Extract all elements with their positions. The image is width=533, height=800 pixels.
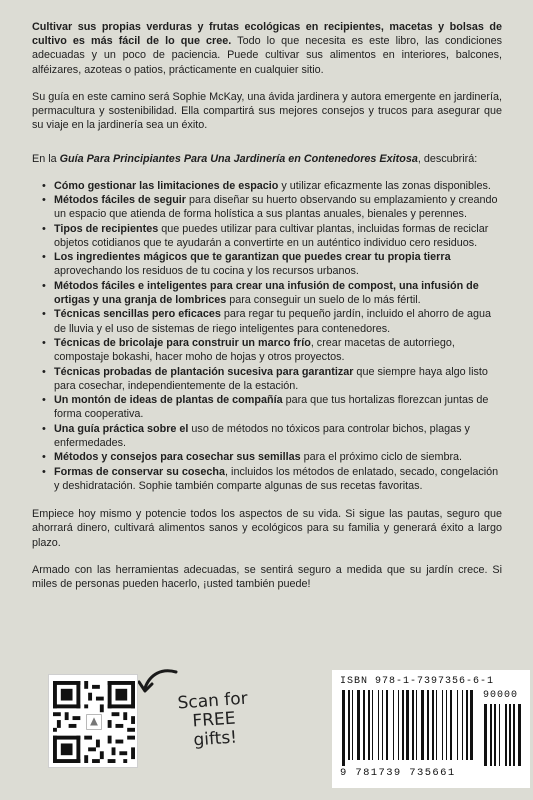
barcode-bar xyxy=(436,690,437,760)
list-item-bold: Un montón de ideas de plantas de compañía xyxy=(54,394,283,407)
barcode-bar xyxy=(509,704,511,766)
intro-bold: Cultivar sus propias verduras y frutas ecológicas en recipientes, macetas y bolsas de cultivo es más fácil de lo que cree. xyxy=(32,21,502,48)
list-item-text: , incluidos los métodos de enlatado, secado, congelación y deshidratación. Sophie también comparte algunas de sus recetas favoritas. xyxy=(54,465,499,492)
list-item-bold: Técnicas de bricolaje para construir un marco frío xyxy=(54,336,311,349)
closing-paragraph-1: Empiece hoy mismo y potencie todos los aspectos de su vida. Si sigue las pautas, seguro que ahorrará dinero, cultivará alimentos sanos y ecológicos para su familia y generará éxito a largo plazo. xyxy=(32,508,502,549)
barcode-bar xyxy=(484,704,487,766)
barcode-bar xyxy=(518,704,521,766)
intro-rest: Todo lo que necesita es este libro, las condiciones adecuadas y un poco de paciencia. Puede cultivar sus alimentos en interiores, balcones, alféizares, azoteas o patios, prácticamente en cualquier sitio. xyxy=(32,35,502,76)
barcode-bar xyxy=(470,690,473,760)
list-item-bold: Métodos fáciles e inteligentes para crear una infusión de compost, una infusión de ortigas y una granja de lombrices xyxy=(54,279,479,306)
list-item xyxy=(40,250,502,278)
guide-intro-after: , descubrirá: xyxy=(417,153,478,166)
barcode-bar xyxy=(450,690,452,760)
list-item-bold: Métodos y consejos para cosechar sus semillas xyxy=(54,451,301,464)
barcode-bar xyxy=(462,690,463,760)
barcode-bar xyxy=(342,690,345,766)
qr-code-icon xyxy=(53,681,135,763)
guide-intro xyxy=(32,152,502,166)
isbn-number: ISBN 978-1-7397356-6-1 xyxy=(340,676,495,687)
list-item-text: , crear macetas de autorriego, compostaje bokashi, hacer moho de hojas y otros proyectos. xyxy=(54,336,455,364)
barcode-bar xyxy=(363,690,365,760)
barcode-bar xyxy=(352,690,353,760)
barcode-bar xyxy=(457,690,458,760)
barcode-bar xyxy=(505,704,507,766)
list-item xyxy=(40,179,502,193)
qr-code[interactable] xyxy=(48,674,138,768)
barcode-bar xyxy=(378,690,379,760)
list-item-text: que puedes utilizar para cultivar plantas, incluidas formas de reciclar objetos cotidianos que te ayudarán a convertirte en un auténtico individuo cero residuos. xyxy=(54,222,489,249)
barcode-bar xyxy=(398,690,399,760)
price-code: 90000 xyxy=(482,690,518,701)
barcode-bar xyxy=(357,690,360,760)
guide-intro-before: En la xyxy=(32,153,60,166)
author-paragraph: Su guía en este camino será Sophie McKay, una ávida jardinera y autora emergente en jardinería, permacultura y sostenibilidad. Ella compartirá sus mejores consejos y trucos para asegurar que su viaje en la jardinería sea un éxito. xyxy=(32,90,502,132)
barcode-bar xyxy=(402,690,404,760)
list-item xyxy=(40,465,502,493)
barcode-bar xyxy=(513,704,515,766)
barcode-bar xyxy=(348,690,350,760)
description-text xyxy=(32,20,502,604)
barcode-bar xyxy=(412,690,414,760)
barcode-bar xyxy=(490,704,492,766)
list-item-bold: Cómo gestionar las limitaciones de espacio xyxy=(54,179,279,192)
benefit-list xyxy=(40,179,502,494)
ean-digits: 9 781739 735661 xyxy=(340,767,456,779)
list-item xyxy=(40,336,502,364)
list-item xyxy=(40,193,502,221)
closing-paragraph-2: Armado con las herramientas adecuadas, se sentirá seguro a medida que su jardín crece. Si miles de personas pueden hacerlo, ¡usted también puede! xyxy=(32,563,502,590)
list-item-text: aprovechando los residuos de tu cocina y los recursos urbanos. xyxy=(54,265,359,278)
addon-barcode-bars xyxy=(484,704,524,766)
list-item-text: para conseguir un suelo de lo más fértil. xyxy=(226,294,421,306)
list-item xyxy=(40,365,502,393)
barcode-bar xyxy=(393,690,394,760)
list-item-bold: Los ingredientes mágicos que te garantizan que puedes crear tu propia tierra xyxy=(54,251,451,264)
barcode-bar xyxy=(499,704,500,766)
list-item-text: para el próximo ciclo de siembra. xyxy=(300,451,463,464)
list-item xyxy=(40,222,502,250)
barcode xyxy=(332,670,530,788)
list-item-text: uso de métodos no tóxicos para controlar bichos, plagas y enfermedades. xyxy=(54,422,470,449)
list-item-text: para regar tu pequeño jardín, incluido el ahorro de agua de lluvia y el uso de sistemas de riego inteligentes para contenedores. xyxy=(54,308,491,335)
guide-title: Guía Para Principiantes Para Una Jardinería en Contenedores Exitosa xyxy=(59,153,418,166)
list-item xyxy=(40,307,502,335)
barcode-bar xyxy=(427,690,429,760)
list-item-text: y utilizar eficazmente las zonas disponibles. xyxy=(278,179,491,192)
list-item-bold: Técnicas sencillas pero eficaces xyxy=(54,308,221,321)
barcode-bar xyxy=(382,690,383,760)
barcode-bar xyxy=(386,690,388,760)
barcode-bar xyxy=(406,690,409,760)
list-item-bold: Una guía práctica sobre el xyxy=(54,422,189,435)
barcode-bar xyxy=(494,704,496,766)
barcode-bar xyxy=(432,690,434,760)
list-item xyxy=(40,279,502,307)
ean-barcode-bars xyxy=(342,690,478,766)
barcode-bar xyxy=(372,690,373,760)
list-item-bold: Métodos fáciles de seguir xyxy=(54,194,186,207)
barcode-bar xyxy=(368,690,370,760)
barcode-bar xyxy=(466,690,468,760)
list-item xyxy=(40,422,502,450)
list-item-bold: Técnicas probadas de plantación sucesiva para garantizar xyxy=(54,365,354,378)
barcode-bar xyxy=(416,690,417,760)
intro-paragraph xyxy=(32,20,502,77)
barcode-bar xyxy=(446,690,447,760)
barcode-bar xyxy=(442,690,443,760)
list-item xyxy=(40,450,502,464)
list-item xyxy=(40,393,502,421)
barcode-bar xyxy=(421,690,424,760)
list-item-text: para diseñar su huerto observando su emplazamiento y creando un espacio que atienda de forma holística a sus plantas anuales, bienales y perennes. xyxy=(54,194,498,221)
list-item-bold: Tipos de recipientes xyxy=(54,222,159,235)
scan-for-gifts-label: Scan for FREE gifts! xyxy=(176,688,249,751)
list-item-text: que siempre haya algo listo para cosechar, independientemente de la estación. xyxy=(54,365,488,392)
list-item-bold: Formas de conservar su cosecha xyxy=(54,465,226,478)
list-item-text: para que tus hortalizas florezcan juntas de forma cooperativa. xyxy=(54,394,489,421)
